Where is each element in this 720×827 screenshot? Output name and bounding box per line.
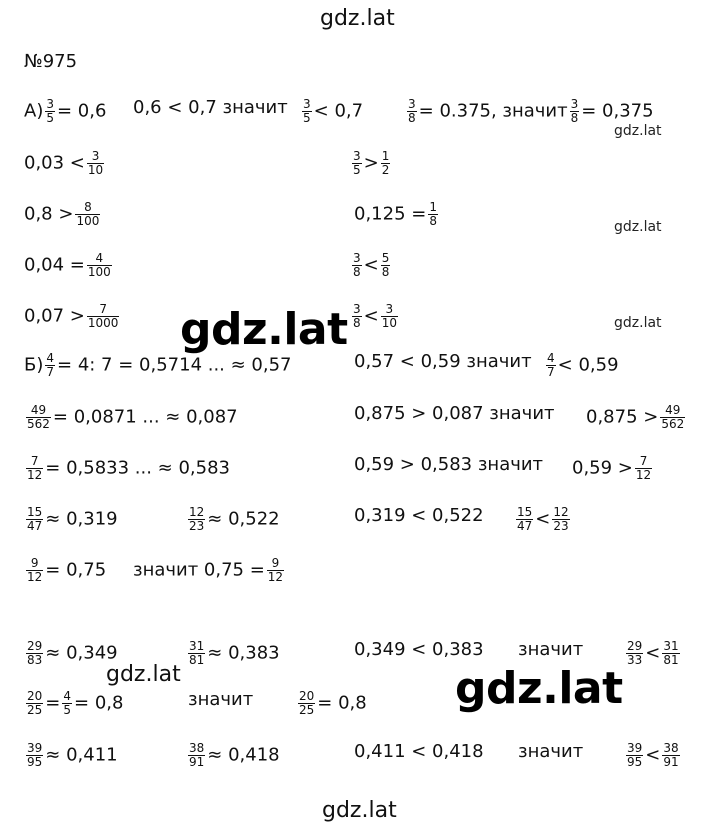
- fraction: $\frac{9}{12}$: [267, 556, 284, 584]
- fraction: $\frac{38}{91}$: [189, 741, 205, 769]
- part-a-row-5-right: $\frac{3}{8}$ < $\frac{3}{10}$: [353, 302, 398, 330]
- fraction: $\frac{39}{95}$: [627, 741, 643, 769]
- part-a-row-2-left: 0,03 < $\frac{3}{10}$: [24, 149, 104, 177]
- fraction: $\frac{4}{100}$: [87, 251, 111, 279]
- fraction: $\frac{8}{100}$: [76, 200, 100, 228]
- fraction: $\frac{20}{25}$: [27, 689, 43, 717]
- part-a-row-1: [24, 98, 106, 125]
- watermark-header: gdz.lat: [320, 6, 395, 31]
- part-c-row-1-second: $\frac{31}{81}$ ≈ 0,383: [189, 639, 280, 667]
- fraction: $\frac{7}{12}$: [635, 454, 652, 482]
- problem-number: №975: [24, 51, 78, 72]
- fraction: $\frac{4}{7}$: [46, 351, 55, 379]
- fraction: $\frac{29}{83}$: [27, 639, 43, 667]
- part-c-row-3-second: $\frac{38}{91}$ ≈ 0,418: [189, 741, 280, 769]
- fraction: $\frac{9}{12}$: [27, 556, 43, 584]
- part-a-row-4-left: 0,04 = $\frac{4}{100}$: [24, 251, 111, 279]
- part-b-label: Б): [24, 354, 44, 376]
- part-b-row-1-right: $\frac{4}{7}$ < 0,59: [547, 351, 619, 379]
- fraction: $\frac{31}{81}$: [663, 639, 679, 667]
- part-a-row-3-left: 0,8 > $\frac{8}{100}$: [24, 200, 100, 228]
- watermark-small-1: gdz.lat: [614, 123, 662, 139]
- fraction: $\frac{3}{10}$: [381, 302, 398, 330]
- part-c-row-2-right: $\frac{20}{25}$ = 0,8: [299, 689, 367, 717]
- part-b-row-4-left: $\frac{15}{47}$ ≈ 0,319: [27, 505, 118, 533]
- part-b-row-1-middle: 0,57 < 0,59 значит: [354, 351, 532, 372]
- part-c-row-3-middle: 0,411 < 0,418: [354, 741, 484, 762]
- part-c-row-2-left: $\frac{20}{25}$ = $\frac{4}{5}$ = 0,8: [27, 689, 124, 717]
- part-a-row-4-right: $\frac{3}{8}$ < $\frac{5}{8}$: [353, 251, 390, 279]
- watermark-large-2: gdz.lat: [455, 663, 623, 714]
- part-c-row-3-word: значит: [518, 741, 584, 762]
- part-a-row-2-right: $\frac{3}{5}$ > $\frac{1}{2}$: [353, 149, 390, 177]
- part-b-row-2-right: 0,875 > $\frac{49}{562}$: [586, 403, 685, 431]
- part-c-row-1-middle: 0,349 < 0,383: [354, 639, 484, 660]
- watermark-footer: gdz.lat: [322, 798, 397, 823]
- part-c-row-1-word: значит: [518, 639, 584, 660]
- fraction: $\frac{49}{562}$: [27, 403, 50, 431]
- part-a-label: А): [24, 100, 44, 122]
- part-a-row-3-right: 0,125 = $\frac{1}{8}$: [354, 200, 437, 228]
- fraction: $\frac{1}{8}$: [429, 200, 437, 228]
- part-b-row-5-conclusion: значит 0,75 = $\frac{9}{12}$: [133, 556, 284, 584]
- part-b-row-3-right: 0,59 > $\frac{7}{12}$: [572, 454, 652, 482]
- fraction: $\frac{3}{10}$: [87, 149, 104, 177]
- watermark-medium: gdz.lat: [106, 662, 181, 687]
- part-b-row-2-middle: 0,875 > 0,087 значит: [354, 403, 555, 424]
- part-b-row-3-middle: 0,59 > 0,583 значит: [354, 454, 544, 475]
- watermark-small-3: gdz.lat: [614, 315, 662, 331]
- fraction: $\frac{3}{5}$: [46, 97, 54, 125]
- watermark-small-2: gdz.lat: [614, 219, 662, 235]
- fraction: $\frac{29}{33}$: [627, 639, 643, 667]
- part-c-row-2-word: значит: [188, 689, 254, 710]
- part-a-row-5-left: 0,07 > $\frac{7}{1000}$: [24, 302, 119, 330]
- fraction: $\frac{4}{5}$: [63, 689, 72, 717]
- fraction: $\frac{49}{562}$: [661, 403, 685, 431]
- fraction: $\frac{7}{12}$: [27, 454, 43, 482]
- fraction: $\frac{3}{8}$: [408, 97, 416, 125]
- fraction: $\frac{38}{91}$: [663, 741, 679, 769]
- part-a-row-1-note: 0,6 < 0,7 значит: [133, 97, 288, 118]
- fraction: $\frac{12}{23}$: [553, 505, 569, 533]
- part-a-row-1-extra: $\frac{3}{8}$ = 0.375, значит $\frac{3}{8}$ = 0,375: [408, 97, 654, 125]
- part-c-row-3-left: $\frac{39}{95}$ ≈ 0,411: [27, 741, 118, 769]
- part-b-row-4-middle: 0,319 < 0,522: [354, 505, 484, 526]
- part-c-row-3-right: $\frac{39}{95}$ < $\frac{38}{91}$: [627, 741, 679, 769]
- watermark-large-1: gdz.lat: [180, 304, 348, 355]
- fraction: $\frac{15}{47}$: [27, 505, 43, 533]
- fraction: $\frac{15}{47}$: [517, 505, 533, 533]
- fraction: $\frac{4}{7}$: [547, 351, 555, 379]
- part-b-row-1-left: Б) $\frac{4}{7}$ = 4: 7 = 0,5714 ... ≈ 0,57: [24, 351, 292, 379]
- fraction: $\frac{3}{8}$: [353, 302, 361, 330]
- part-c-row-1-left: $\frac{29}{83}$ ≈ 0,349: [27, 639, 118, 667]
- fraction: $\frac{3}{5}$: [353, 149, 361, 177]
- fraction: $\frac{20}{25}$: [299, 689, 315, 717]
- fraction: $\frac{1}{2}$: [381, 149, 390, 177]
- fraction: $\frac{39}{95}$: [27, 741, 43, 769]
- expr: = 0,6: [56, 100, 107, 122]
- fraction: $\frac{3}{5}$: [303, 97, 311, 125]
- part-b-row-2-left: $\frac{49}{562}$ = 0,0871 ... ≈ 0,087: [27, 403, 238, 431]
- part-b-row-4-right: $\frac{15}{47}$ < $\frac{12}{23}$: [517, 505, 569, 533]
- fraction: $\frac{31}{81}$: [189, 639, 205, 667]
- part-b-row-4-second: $\frac{12}{23}$ ≈ 0,522: [189, 505, 280, 533]
- fraction: $\frac{12}{23}$: [189, 505, 205, 533]
- fraction: $\frac{5}{8}$: [381, 251, 390, 279]
- part-b-row-3-left: $\frac{7}{12}$ = 0,5833 ... ≈ 0,583: [27, 454, 231, 482]
- part-a-row-1-compare: $\frac{3}{5}$ < 0,7: [303, 97, 364, 125]
- fraction: $\frac{3}{8}$: [570, 97, 579, 125]
- fraction: $\frac{3}{8}$: [353, 251, 361, 279]
- part-b-row-5-left: $\frac{9}{12}$ = 0,75: [27, 556, 107, 584]
- fraction: $\frac{7}{1000}$: [87, 302, 119, 330]
- part-c-row-1-right: $\frac{29}{33}$ < $\frac{31}{81}$: [627, 639, 679, 667]
